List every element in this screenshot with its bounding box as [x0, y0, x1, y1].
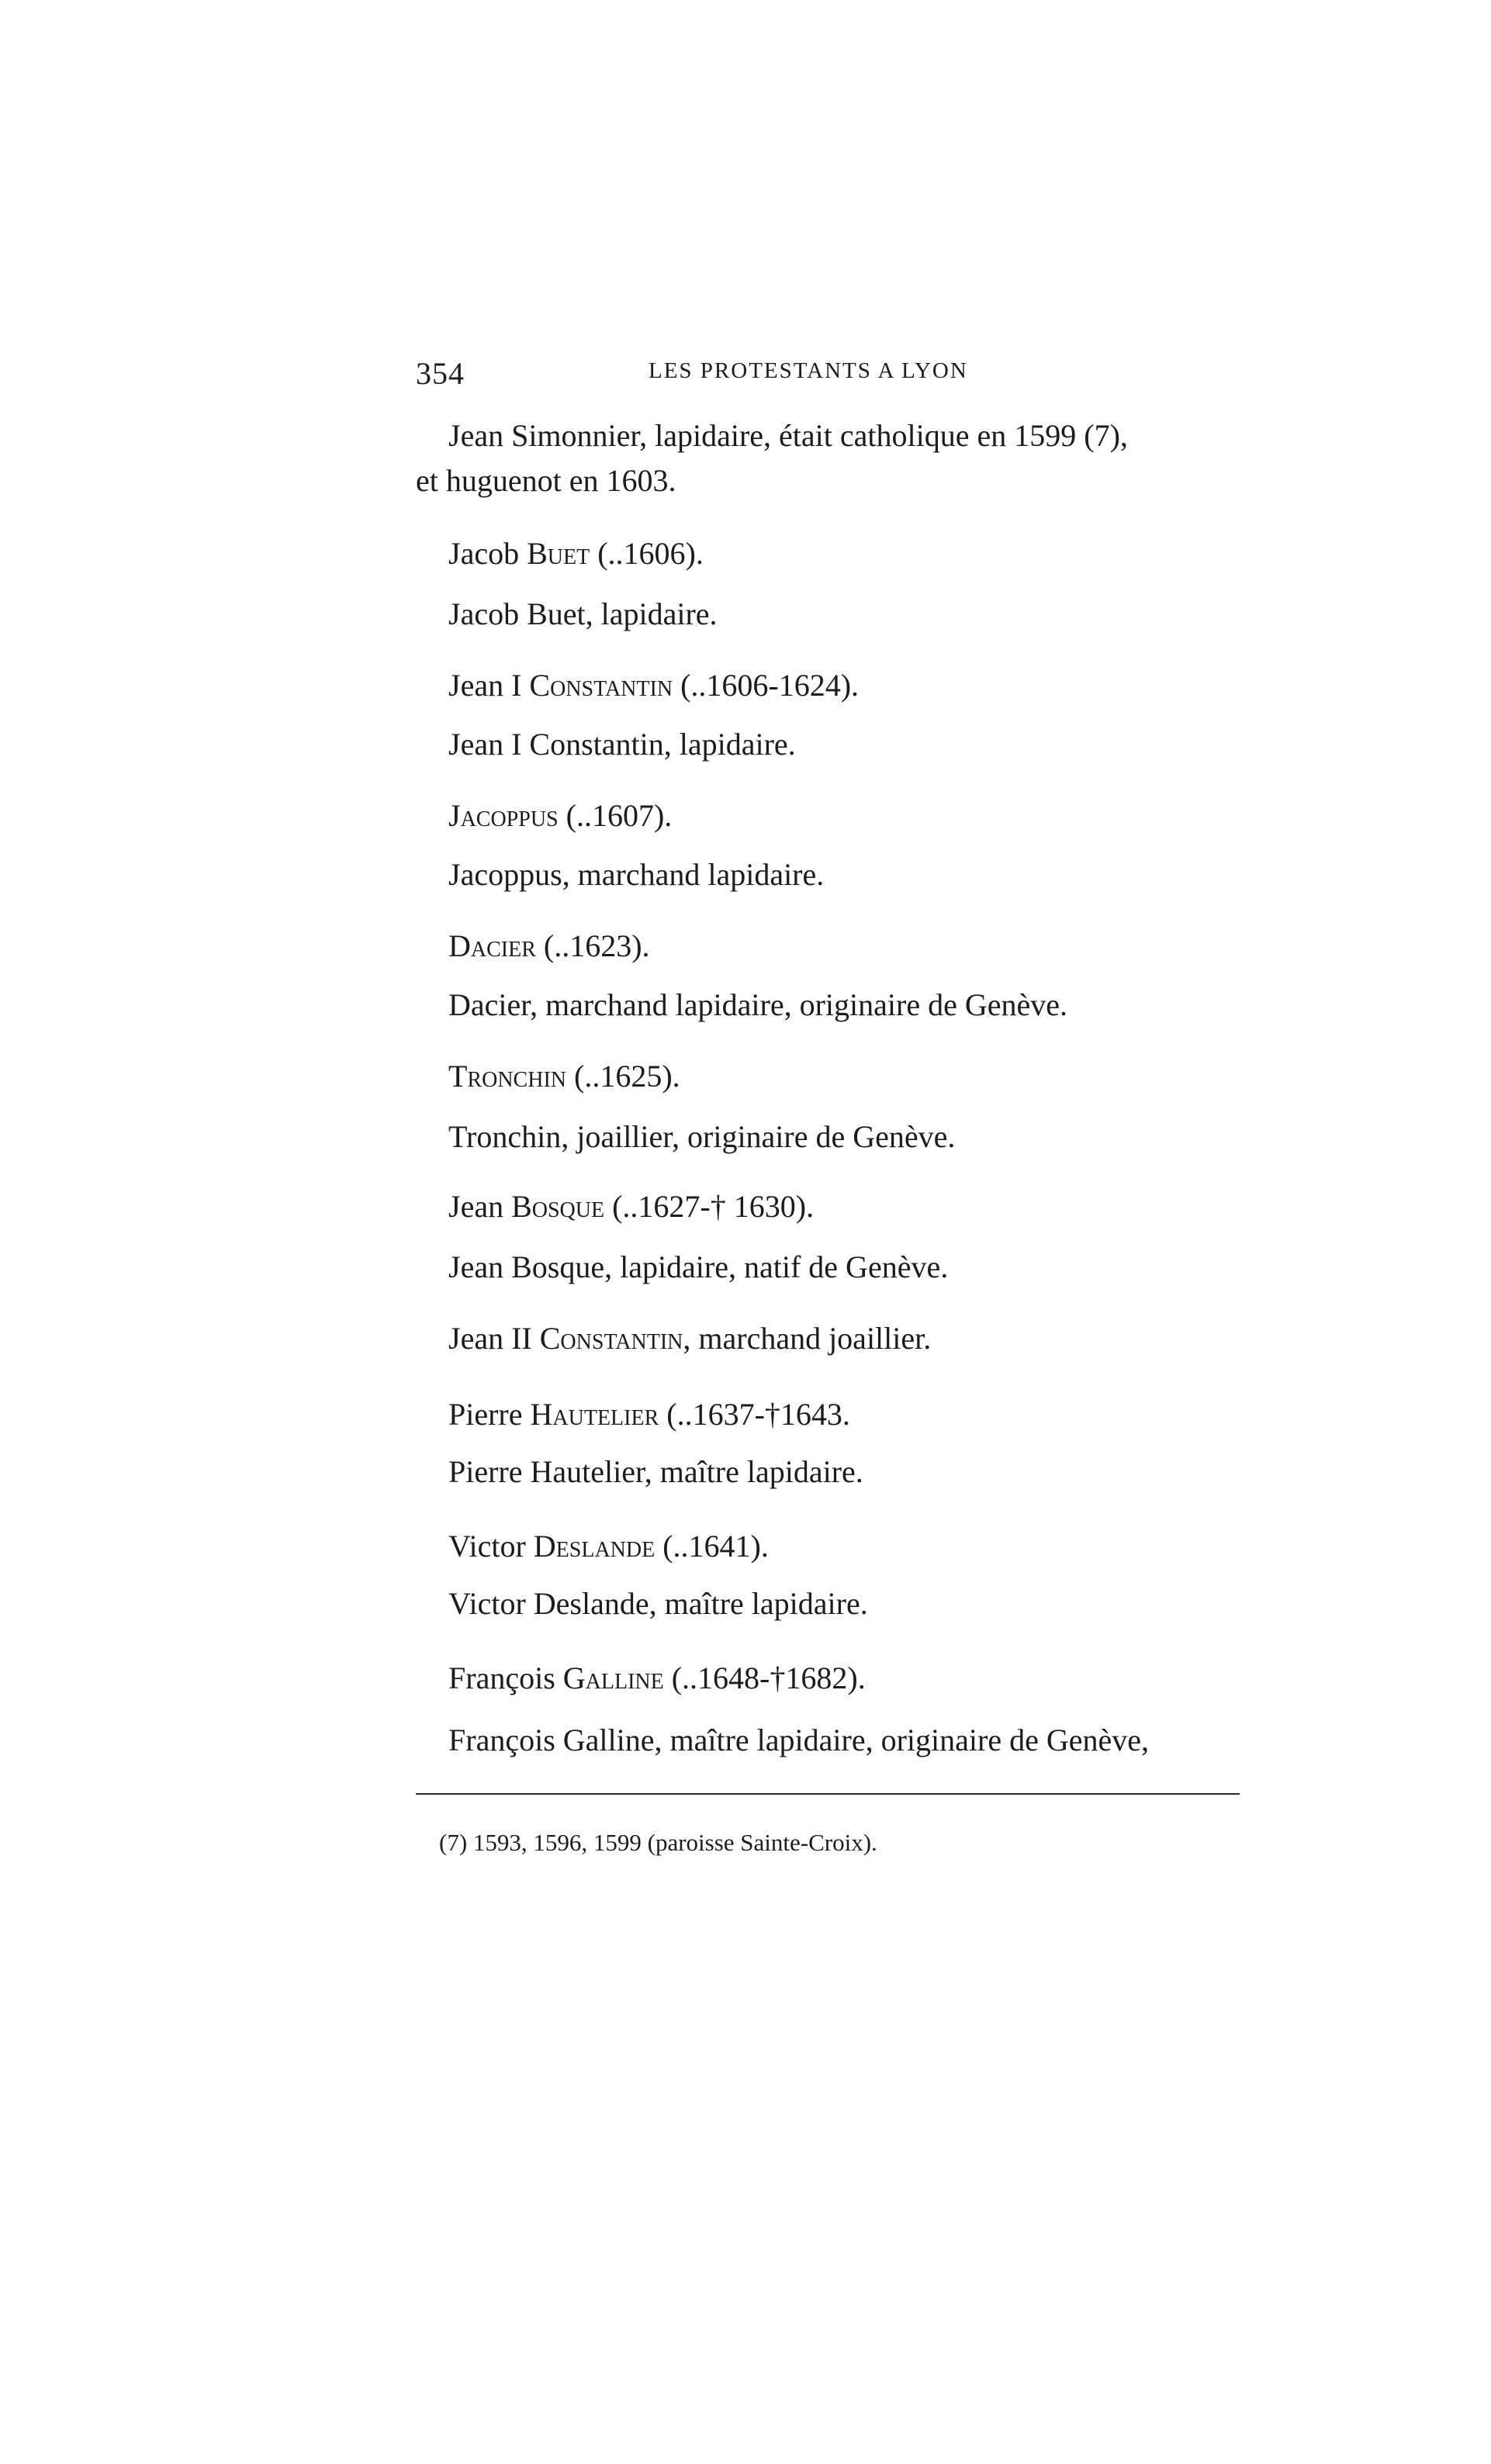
entry-tronchin-heading [448, 1061, 680, 1092]
page-number: 354 [416, 356, 465, 391]
dates: (..1625). [566, 1059, 680, 1094]
surname: Jacoppus [448, 798, 559, 833]
entry-jacoppus-heading [448, 800, 672, 831]
entry-constantin-ii [448, 1323, 931, 1354]
surname: Bosque [511, 1189, 605, 1224]
entry-dacier-desc: Dacier, marchand lapidaire, originaire de Genève. [448, 987, 1067, 1022]
first-name: Jean II [448, 1321, 540, 1356]
entry-buet-heading [448, 538, 704, 569]
first-name: Victor [448, 1529, 534, 1564]
surname: Constantin [529, 668, 673, 703]
first-name: Jean [448, 1189, 512, 1224]
surname: Deslande [533, 1529, 656, 1564]
simonnier-line-2: et huguenot en 1603. [416, 463, 676, 498]
footnote: (7) 1593, 1596, 1599 (paroisse Sainte-Croix). [439, 1829, 877, 1856]
entry-bosque-desc: Jean Bosque, lapidaire, natif de Genève. [448, 1249, 949, 1284]
entry-galline-heading [448, 1663, 866, 1694]
dates: (..1627-† 1630). [604, 1189, 815, 1224]
surname: Hautelier [530, 1397, 659, 1432]
entry-galline-desc: François Galline, maître lapidaire, originaire de Genève, [448, 1723, 1149, 1757]
running-title: LES PROTESTANTS A LYON [649, 358, 968, 383]
surname: Buet [527, 536, 590, 571]
entry-tronchin-desc: Tronchin, joaillier, originaire de Genève. [448, 1119, 956, 1154]
dates: (..1606). [590, 536, 704, 571]
dates: (..1648-†1682). [663, 1661, 866, 1695]
page-header [416, 355, 1246, 402]
footnote-rule [416, 1793, 1240, 1795]
dates: (..1641). [655, 1529, 769, 1564]
entry-constantin-i-desc: Jean I Constantin, lapidaire. [448, 727, 796, 762]
surname: Tronchin [448, 1059, 566, 1094]
entry-constantin-i-heading [448, 670, 859, 701]
simonnier-line-1: Jean Simonnier, lapidaire, était catholique en 1599 (7), [448, 418, 1128, 453]
entry-buet-desc: Jacob Buet, lapidaire. [448, 596, 718, 631]
entry-deslande-desc: Victor Deslande, maître lapidaire. [448, 1586, 868, 1621]
dates: (..1607). [558, 798, 673, 833]
dates: (..1637-†1643. [659, 1397, 850, 1432]
first-name: Pierre [448, 1397, 531, 1432]
dates: (..1623). [535, 928, 650, 963]
entry-hautelier-heading [448, 1399, 850, 1430]
description: , marchand joaillier. [683, 1321, 932, 1356]
entry-deslande-heading [448, 1531, 769, 1562]
entry-jacoppus-desc: Jacoppus, marchand lapidaire. [448, 857, 825, 892]
entry-hautelier-desc: Pierre Hautelier, maître lapidaire. [448, 1454, 863, 1489]
first-name: Jean I [448, 668, 530, 703]
entry-bosque-heading [448, 1191, 814, 1222]
first-name: François [448, 1661, 563, 1695]
surname: Dacier [448, 928, 536, 963]
first-name: Jacob [448, 536, 528, 571]
surname: Galline [562, 1661, 664, 1695]
surname: Constantin [539, 1321, 683, 1356]
dates: (..1606-1624). [673, 668, 860, 703]
entry-dacier-heading [448, 928, 650, 963]
